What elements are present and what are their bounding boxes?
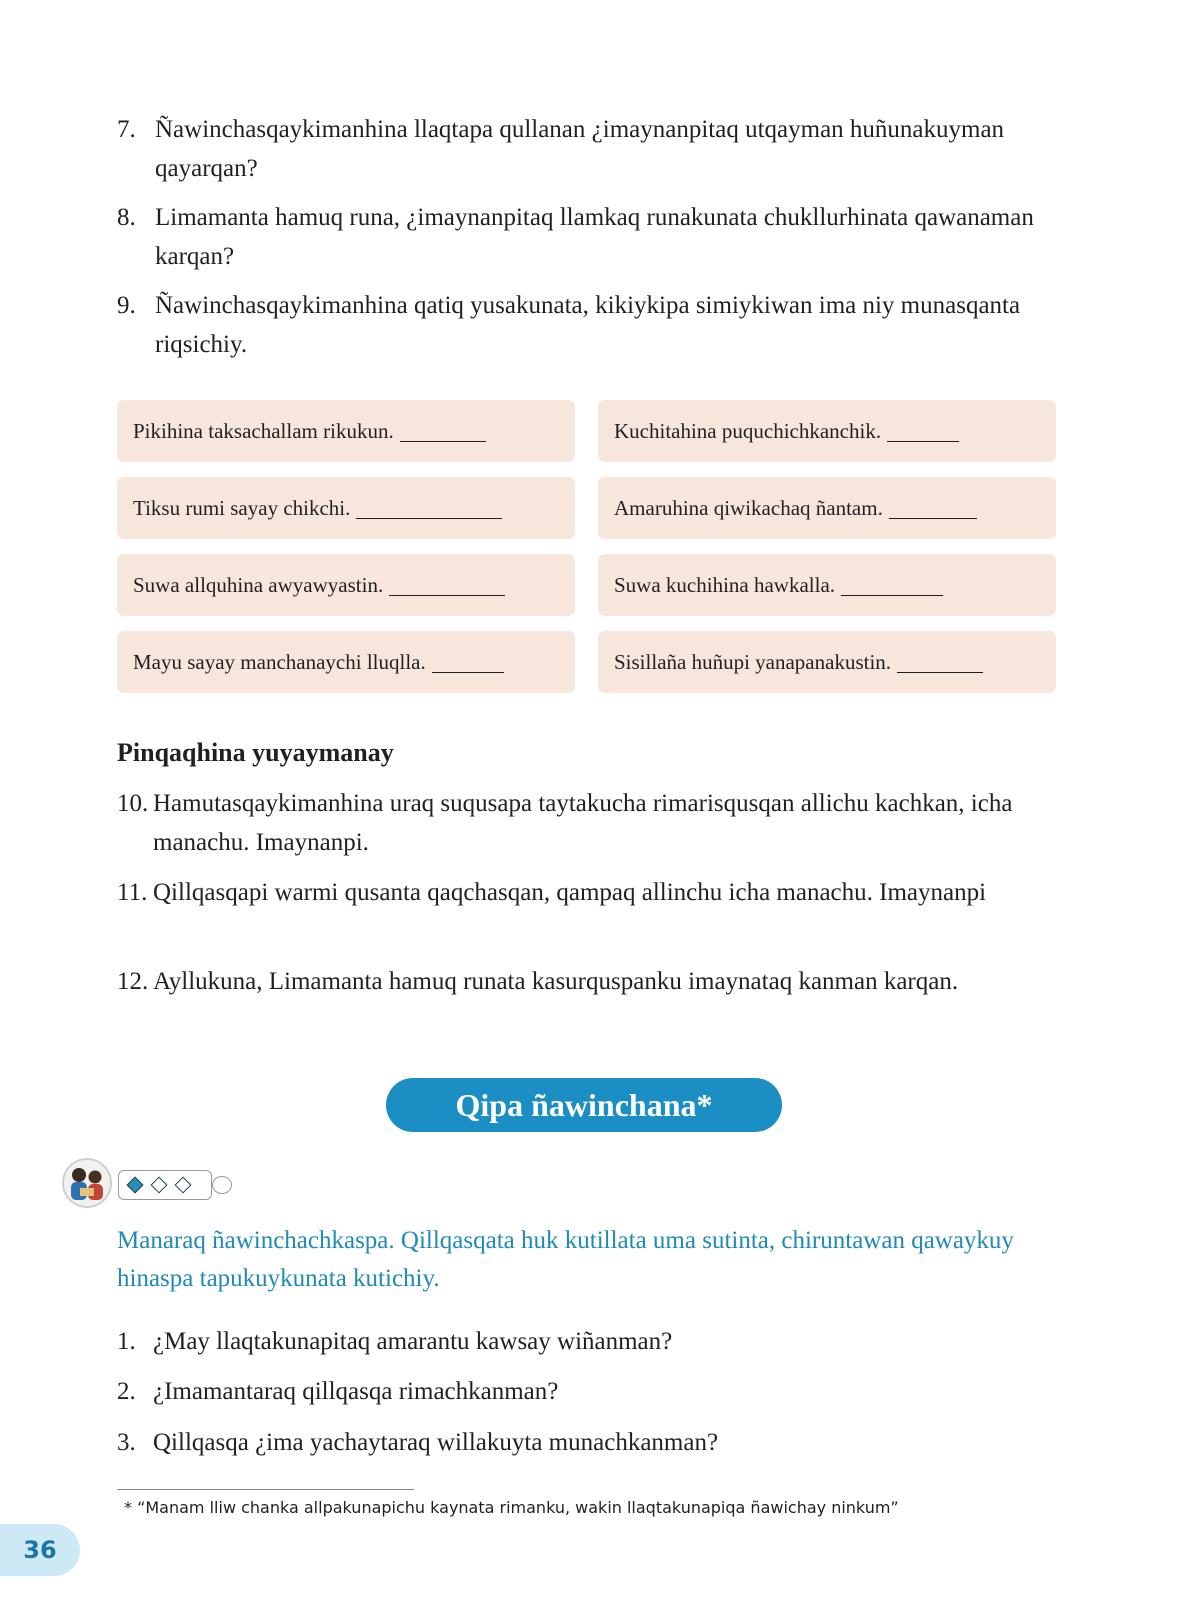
phrase-box xyxy=(598,400,1056,462)
phrase-text: Sisillaña huñupi yanapanakustin. xyxy=(614,650,892,674)
question-text: Ayllukuna, Limamanta hamuq runata kasurquspanku imaynataq kanman karqan. xyxy=(153,968,959,995)
question-text: ¿Imamantaraq qillqasqa rimachkanman? xyxy=(153,1378,559,1405)
question-12 xyxy=(117,962,1047,1001)
question-text: Ñawinchasqaykimanhina llaqtapa qullanan ¿imaynanpitaq utqayman huñunakuyman qayarqan? xyxy=(155,116,1005,182)
phrase-text: Suwa kuchihina hawkalla. xyxy=(614,573,836,597)
question-text: Limamanta hamuq runa, ¿imaynanpitaq llamkaq runakunata chukllurhinata qawanaman karqan? xyxy=(155,204,1034,270)
phrase-text: Pikihina taksachallam rikukun. xyxy=(133,419,394,443)
phrase-box xyxy=(598,554,1056,616)
question-9 xyxy=(117,286,1047,364)
question-number: 3. xyxy=(117,1429,136,1456)
answer-blank[interactable] xyxy=(432,652,504,673)
question-number: 7. xyxy=(117,116,136,143)
phrase-text: Amaruhina qiwikachaq ñantam. xyxy=(614,496,883,520)
question-number: 11. xyxy=(117,879,148,906)
phrase-text: Suwa allquhina awyawyastin. xyxy=(133,573,384,597)
question-number: 12. xyxy=(117,968,149,995)
phrase-box xyxy=(117,400,575,462)
section-banner: Qipa ñawinchana* xyxy=(386,1078,782,1132)
phrase-box xyxy=(117,631,575,693)
answer-blank[interactable] xyxy=(356,498,502,519)
question-number: 8. xyxy=(117,204,136,231)
phrase-box xyxy=(598,631,1056,693)
question-b2 xyxy=(117,1372,1047,1411)
phrase-box xyxy=(117,477,575,539)
question-7 xyxy=(117,110,1047,188)
phrase-text: Mayu sayay manchanaychi lluqlla. xyxy=(133,650,426,674)
diamond-level-icon xyxy=(118,1170,212,1200)
footnote: * “Manam lliw chanka allpakunapichu kaynata rimanku, wakin llaqtakunapiqa ñawichay ninkum” xyxy=(124,1498,899,1517)
question-text: ¿May llaqtakunapitaq amarantu kawsay wiñanman? xyxy=(153,1328,673,1355)
answer-blank[interactable] xyxy=(897,652,983,673)
answer-blank[interactable] xyxy=(889,498,977,519)
question-text: Qillqasqa ¿ima yachaytaraq willakuyta munachkanman? xyxy=(153,1429,719,1456)
phrase-text: Tiksu rumi sayay chikchi. xyxy=(133,496,351,520)
answer-blank[interactable] xyxy=(400,421,486,442)
question-text: Qillqasqapi warmi qusanta qaqchasqan, qampaq allinchu icha manachu. Imaynanpi xyxy=(153,879,987,906)
answer-blank[interactable] xyxy=(841,575,943,596)
question-8 xyxy=(117,198,1047,276)
instruction-text: Manaraq ñawinchachkaspa. Qillqasqata huk kutillata uma sutinta, chiruntawan qawaykuy hinaspa tapukuykunata kutichiy. xyxy=(117,1227,1014,1292)
question-text: Hamutasqaykimanhina uraq suqusapa taytakucha rimarisqusqan allichu kachkan, icha manachu. Imaynanpi. xyxy=(153,790,1013,856)
question-number: 9. xyxy=(117,292,136,319)
question-b1 xyxy=(117,1322,1047,1361)
footnote-divider xyxy=(117,1489,414,1490)
answer-blank[interactable] xyxy=(887,421,959,442)
phrase-box xyxy=(598,477,1056,539)
page-number: 36 xyxy=(0,1524,80,1576)
question-number: 1. xyxy=(117,1328,136,1355)
question-b3 xyxy=(117,1423,1047,1462)
question-number: 10. xyxy=(117,790,149,817)
question-10 xyxy=(117,784,1047,862)
phrase-text: Kuchitahina puquchichkanchik. xyxy=(614,419,882,443)
reading-children-icon xyxy=(62,1158,112,1208)
question-11 xyxy=(117,873,1047,912)
question-number: 2. xyxy=(117,1378,136,1405)
section-heading: Pinqaqhina yuyaymanay xyxy=(117,738,394,767)
phrase-box xyxy=(117,554,575,616)
answer-blank[interactable] xyxy=(389,575,505,596)
tag-ring-icon xyxy=(212,1176,232,1194)
question-text: Ñawinchasqaykimanhina qatiq yusakunata, kikiykipa simiykiwan ima niy munasqanta riqsichiy. xyxy=(155,292,1021,358)
